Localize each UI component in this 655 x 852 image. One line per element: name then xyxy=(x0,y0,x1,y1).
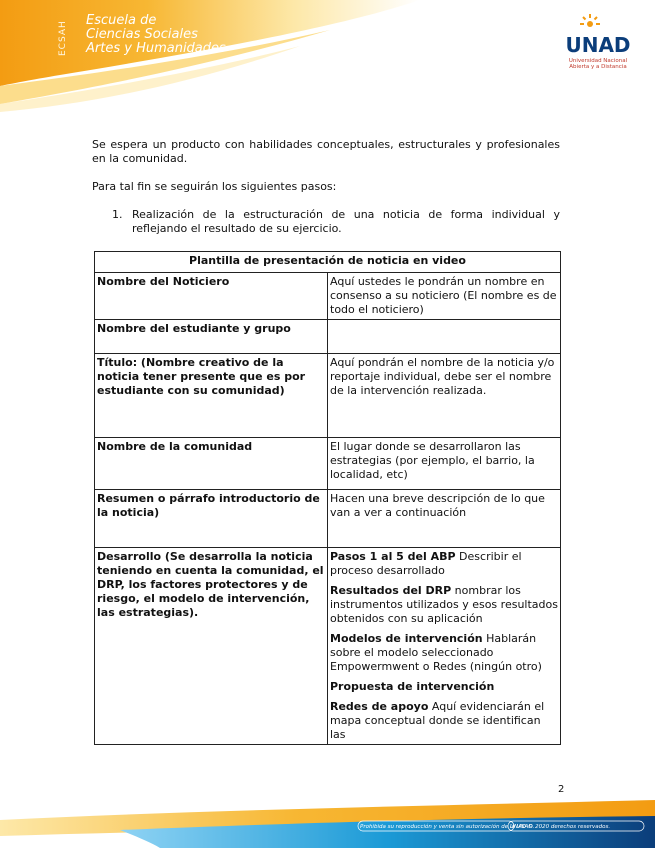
school-name xyxy=(86,14,226,56)
dev-item-text: Describir el proceso desarrollado xyxy=(330,550,522,577)
footer-banner xyxy=(0,780,655,848)
development-value xyxy=(328,548,561,745)
page-number: 2 xyxy=(558,784,565,795)
dev-item-title: Modelos de intervención xyxy=(330,632,483,645)
dev-item-title: Redes de apoyo xyxy=(330,700,429,713)
step-number: 1. xyxy=(112,208,123,221)
dev-item xyxy=(330,680,558,694)
row-value: Aquí pondrán el nombre de la noticia y/o reportaje individual, debe ser el nombre de la intervención realizada. xyxy=(328,354,561,438)
intro-section xyxy=(92,138,560,235)
dev-item-text: nombrar los instrumentos utilizados y esos resultados obtenidos con su aplicación xyxy=(330,584,558,625)
footer-swoosh xyxy=(0,780,655,848)
dev-item-text: Aquí evidenciarán el mapa conceptual donde se identifican las xyxy=(330,700,545,741)
dev-item-text: Hablarán sobre el modelo seleccionado Empowermwent o Redes (ningún otro) xyxy=(330,632,542,673)
school-line-2: Ciencias Sociales xyxy=(86,27,198,42)
footer-notice: Prohibida su reproducción y venta sin autorización de la UNAD. xyxy=(360,824,535,830)
table-row xyxy=(95,438,561,490)
table-title: Plantilla de presentación de noticia en video xyxy=(95,252,561,273)
table-title-row xyxy=(95,252,561,273)
table-row xyxy=(95,354,561,438)
step-text: Realización de la estructuración de una noticia de forma individual y reflejando el resultado de su ejercicio. xyxy=(132,208,560,235)
row-label: Título: (Nombre creativo de la noticia tener presente que es por estudiante con su comunidad) xyxy=(95,354,328,438)
school-line-1: Escuela de xyxy=(86,13,157,28)
row-label: Nombre del Noticiero xyxy=(95,273,328,320)
dev-item-title: Propuesta de intervención xyxy=(330,680,495,693)
footer-copyright: UNAD © 2020 derechos reservados. xyxy=(510,824,611,830)
row-label: Resumen o párrafo introductorio de la noticia) xyxy=(95,490,328,548)
dev-item xyxy=(330,584,558,626)
row-label: Nombre del estudiante y grupo xyxy=(95,320,328,354)
school-line-3: Artes y Humanidades xyxy=(86,41,226,56)
logo-wordmark: UNAD xyxy=(565,33,631,57)
ecsah-tag: ECSAH xyxy=(58,20,68,56)
intro-paragraph: Se espera un producto con habilidades conceptuales, estructurales y profesionales en la comunidad. xyxy=(92,138,560,165)
dev-item-title: Resultados del DRP xyxy=(330,584,452,597)
row-value: Hacen una breve descripción de lo que van a ver a continuación xyxy=(328,490,561,548)
dev-item-title: Pasos 1 al 5 del ABP xyxy=(330,550,456,563)
dev-item xyxy=(330,632,558,674)
dev-item xyxy=(330,700,558,742)
table-row xyxy=(95,320,561,354)
dev-item xyxy=(330,550,558,578)
table-row xyxy=(95,273,561,320)
logo-caption-1: Universidad Nacional xyxy=(568,58,628,64)
news-template-table xyxy=(94,251,561,745)
table-row xyxy=(95,490,561,548)
table-row-development xyxy=(95,548,561,745)
row-value: Aquí ustedes le pondrán un nombre en consenso a su noticiero (El nombre es de todo el noticiero) xyxy=(328,273,561,320)
steps-intro: Para tal fin se seguirán los siguientes pasos: xyxy=(92,180,337,193)
row-value xyxy=(328,320,561,354)
logo-caption-2: Abierta y a Distancia xyxy=(569,64,627,70)
row-label: Nombre de la comunidad xyxy=(95,438,328,490)
development-label: Desarrollo (Se desarrolla la noticia teniendo en cuenta la comunidad, el DRP, los factores protectores y de riesgo, el modelo de intervención, las estrategias). xyxy=(95,548,328,745)
row-value: El lugar donde se desarrollaron las estrategias (por ejemplo, el barrio, la localidad, etc) xyxy=(328,438,561,490)
logo-caption xyxy=(562,58,634,70)
